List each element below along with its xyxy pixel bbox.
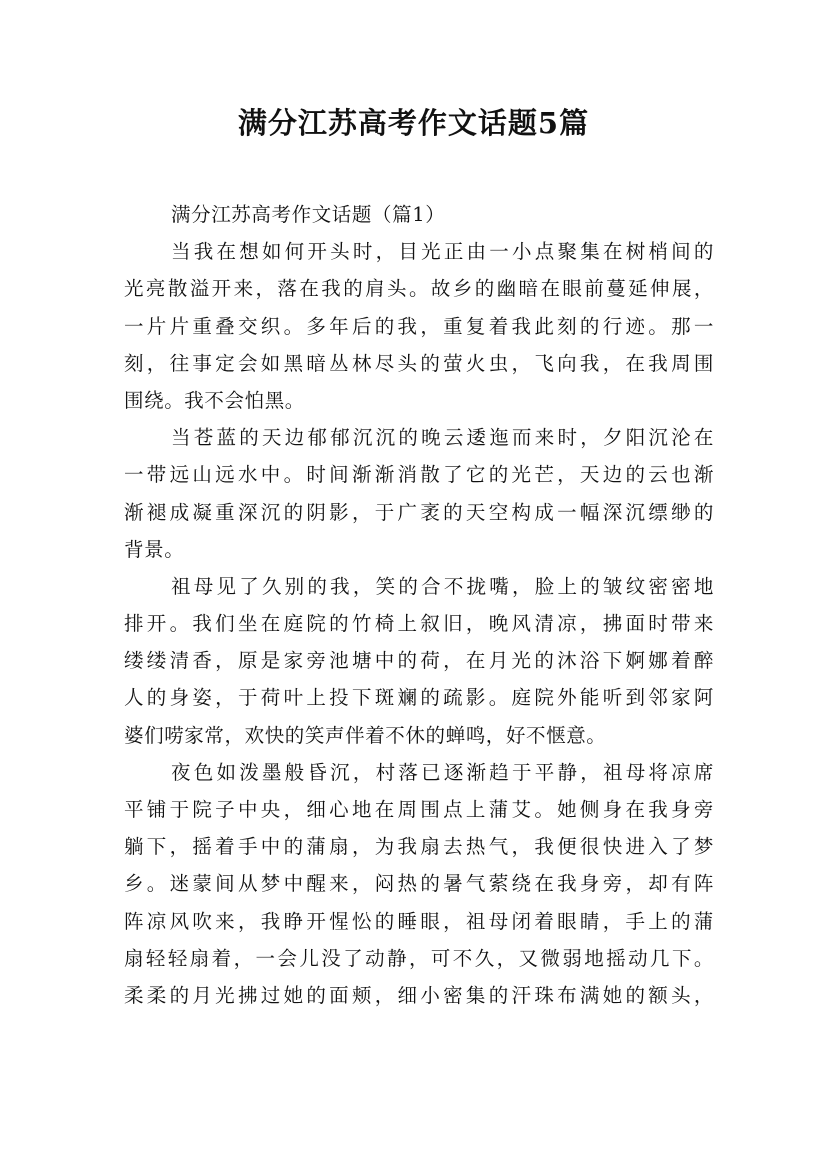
paragraph-line: 婆们唠家常，欢快的笑声伴着不休的蝉鸣，好不惬意。 — [124, 723, 607, 747]
paragraph-line: 缕缕清香，原是家旁池塘中的荷，在月光的沐浴下婀娜着醉 — [124, 649, 714, 673]
paragraph-line: 平铺于院子中央，细心地在周围点上蒲艾。她侧身在我身旁 — [124, 798, 714, 821]
paragraph-line: 阵凉风吹来，我睁开惺忪的睡眼，祖母闭着眼睛，手上的蒲 — [124, 909, 714, 933]
paragraph-line: 祖母见了久别的我，笑的合不拢嘴，脸上的皱纹密密地 — [171, 574, 714, 598]
document-body — [124, 196, 714, 1014]
paragraph-line: 当苍蓝的天边郁郁沉沉的晚云逶迤而来时，夕阳沉沦在 — [171, 426, 714, 450]
paragraph-line: 柔柔的月光拂过她的面颊，细小密集的汗珠布满她的额头， — [124, 983, 714, 1007]
paragraph-line: 背景。 — [124, 537, 185, 561]
paragraph-line: 扇轻轻扇着，一会儿没了动静，可不久，又微弱地摇动几下。 — [124, 946, 714, 970]
paragraph-line: 排开。我们坐在庭院的竹椅上叙旧，晚风清凉，拂面时带来 — [124, 612, 714, 636]
paragraph-line: 躺下，摇着手中的蒲扇，为我扇去热气，我便很快进入了梦 — [124, 835, 714, 859]
paragraph-line: 乡。迷蒙间从梦中醒来，闷热的暑气萦绕在我身旁，却有阵 — [124, 872, 714, 896]
document-title: 满分江苏高考作文话题5篇 — [237, 106, 590, 140]
paragraph-line: 人的身姿，于荷叶上投下斑斓的疏影。庭院外能听到邻家阿 — [124, 686, 714, 710]
paragraph-line: 一带远山远水中。时间渐渐消散了它的光芒，天边的云也渐 — [124, 463, 714, 487]
paragraph-line: 夜色如泼墨般昏沉，村落已逐渐趋于平静，祖母将凉席 — [171, 760, 714, 784]
paragraph-line: 围绕。我不会怕黑。 — [124, 388, 305, 412]
paragraph-line: 渐褪成凝重深沉的阴影，于广袤的天空构成一幅深沉缥缈的 — [124, 500, 714, 524]
paragraph-line: 一片片重叠交织。多年后的我，重复着我此刻的行迹。那一 — [124, 314, 714, 338]
paragraph-line: 刻，往事定会如黑暗丛林尽头的萤火虫，飞向我，在我周围 — [124, 351, 714, 375]
paragraph-line: 光亮散溢开来，落在我的肩头。故乡的幽暗在眼前蔓延伸展， — [124, 277, 714, 301]
section-heading: 满分江苏高考作文话题（篇1） — [171, 203, 446, 226]
paragraph-line: 当我在想如何开头时，目光正由一小点聚集在树梢间的 — [171, 240, 714, 264]
